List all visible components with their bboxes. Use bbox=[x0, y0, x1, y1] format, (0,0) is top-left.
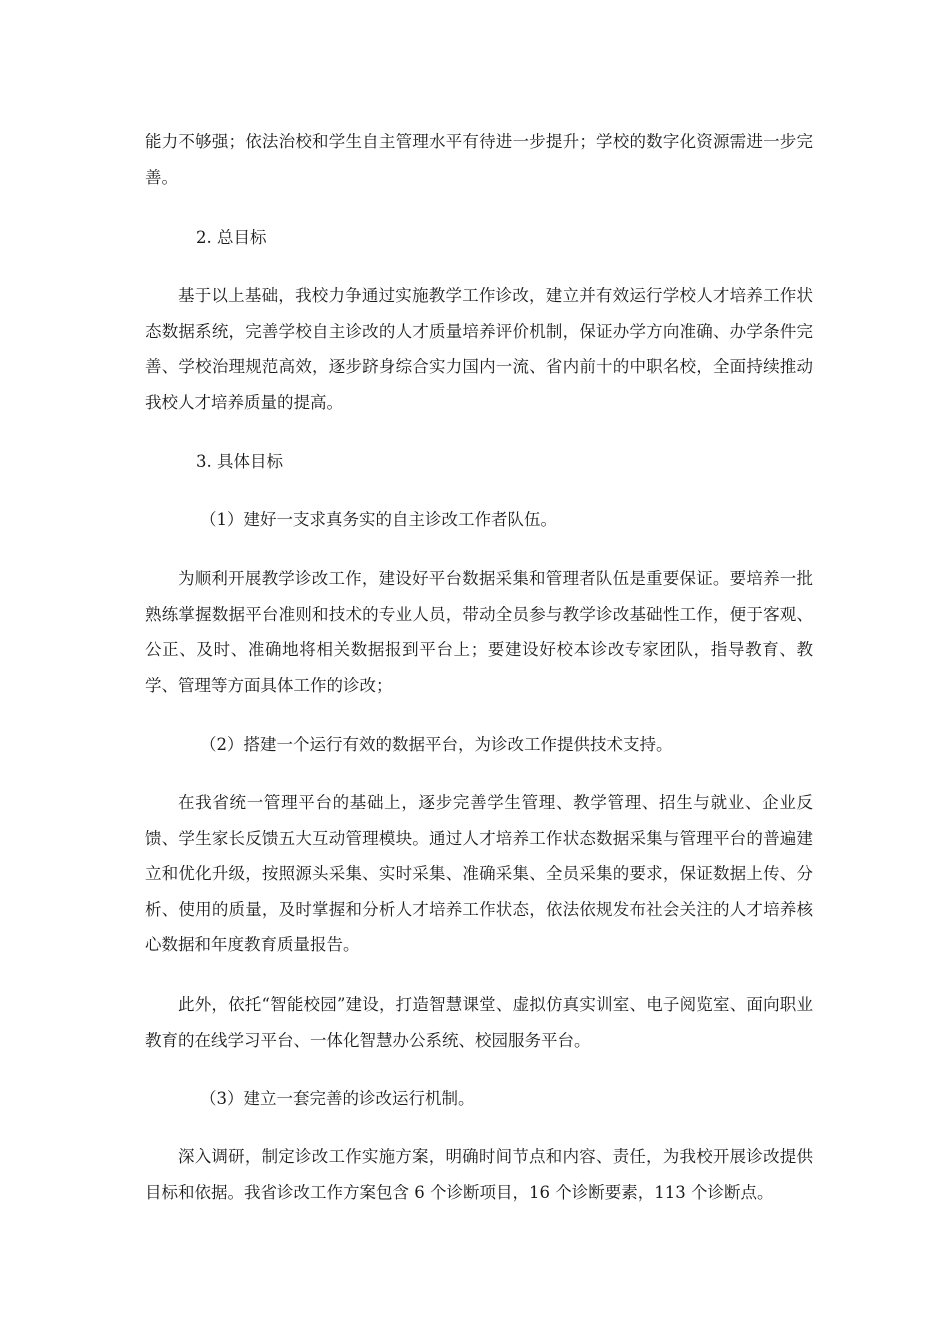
paragraph-mechanism: 深入调研，制定诊改工作实施方案，明确时间节点和内容、责任，为我校开展诊改提供目标和依据。我省诊改工作方案包含 6 个诊断项目，16 个诊断要素，113 个诊断点。 bbox=[145, 1147, 813, 1202]
paragraph-platform: 在我省统一管理平台的基础上，逐步完善学生管理、教学管理、招生与就业、企业反馈、学生家长反馈五大互动管理模块。通过人才培养工作状态数据采集与管理平台的普遍建立和优化升级，按照源头采集、实时采集、准确采集、全员采集的要求，保证数据上传、分析、使用的质量，及时掌握和分析人才培养工作状态，依法依规发布社会关注的人才培养核心数据和年度教育质量报告。 bbox=[145, 793, 813, 954]
subheading-3: （3）建立一套完善的诊改运行机制。 bbox=[200, 1089, 475, 1108]
paragraph-overall-goal: 基于以上基础，我校力争通过实施教学工作诊改，建立并有效运行学校人才培养工作状态数据系统，完善学校自主诊改的人才质量培养评价机制，保证办学方向准确、办学条件完善、学校治理规范高效，逐步跻身综合实力国内一流、省内前十的中职名校，全面持续推动我校人才培养质量的提高。 bbox=[145, 286, 813, 412]
section-heading-specific-goals: 3. 具体目标 bbox=[196, 452, 283, 471]
subheading-1: （1）建好一支求真务实的自主诊改工作者队伍。 bbox=[200, 510, 557, 529]
subheading-2: （2）搭建一个运行有效的数据平台，为诊改工作提供技术支持。 bbox=[200, 735, 673, 754]
section-heading-overall-goal: 2. 总目标 bbox=[196, 228, 267, 247]
paragraph-continuation: 能力不够强；依法治校和学生自主管理水平有待进一步提升；学校的数字化资源需进一步完善。 bbox=[145, 132, 813, 187]
paragraph-team: 为顺利开展教学诊改工作，建设好平台数据采集和管理者队伍是重要保证。要培养一批熟练掌握数据平台准则和技术的专业人员，带动全员参与教学诊改基础性工作，便于客观、公正、及时、准确地将相关数据报到平台上；要建设好校本诊改专家团队，指导教育、教学、管理等方面具体工作的诊改； bbox=[145, 569, 813, 695]
paragraph-smart-campus: 此外，依托“智能校园”建设，打造智慧课堂、虚拟仿真实训室、电子阅览室、面向职业教育的在线学习平台、一体化智慧办公系统、校园服务平台。 bbox=[145, 995, 813, 1050]
